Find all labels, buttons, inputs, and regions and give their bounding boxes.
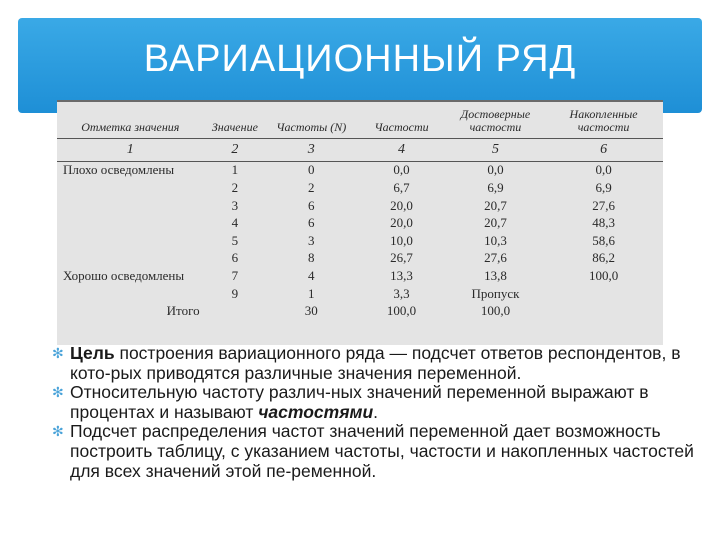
table-cell: 10,3 bbox=[484, 232, 507, 248]
bullet-text: Относительную частоту различ-ных значений переменной выражают в процентах и называют bbox=[70, 382, 649, 422]
table-cell: 100,0 bbox=[588, 267, 619, 283]
table-cell: 1 bbox=[231, 162, 239, 178]
table-cell bbox=[57, 179, 204, 197]
column-number: 5 bbox=[447, 139, 544, 162]
table-cell: 20,0 bbox=[390, 215, 413, 231]
table-cell: 6 bbox=[308, 197, 315, 213]
table-cell: 4 bbox=[308, 267, 315, 283]
table-row bbox=[57, 250, 663, 268]
table-cell bbox=[544, 302, 663, 320]
table-cell: Плохо осведомлены bbox=[63, 162, 175, 178]
bullet-text: . bbox=[373, 401, 379, 422]
table-image bbox=[57, 100, 663, 345]
table-cell bbox=[204, 302, 267, 320]
table-cell: 5 bbox=[231, 232, 239, 248]
table-cell: 20,7 bbox=[484, 215, 507, 231]
table-cell: Пропуск bbox=[471, 285, 520, 301]
table-cell bbox=[57, 232, 204, 250]
bullet-text: построения вариационного ряда — подсчет ответов респондентов, в кото-рых приводятся различные значения переменной. bbox=[70, 343, 681, 383]
table-cell: 9 bbox=[231, 285, 239, 301]
table-cell: 6,7 bbox=[393, 179, 410, 195]
table-cell: 20,0 bbox=[390, 197, 413, 213]
table-cell: Хорошо осведомлены bbox=[63, 267, 185, 283]
table-cell bbox=[57, 214, 204, 232]
table-cell: 13,8 bbox=[484, 267, 507, 283]
table-cell: 13,3 bbox=[390, 267, 413, 283]
bullet-list bbox=[52, 344, 702, 481]
table-cell: 0,0 bbox=[595, 162, 612, 178]
table-header-row bbox=[57, 101, 663, 139]
table-cell: 2 bbox=[231, 179, 239, 195]
table-row bbox=[57, 302, 663, 320]
table-cell bbox=[57, 250, 204, 268]
table-row bbox=[57, 179, 663, 197]
header-cell: Накопленные частости bbox=[569, 107, 638, 134]
table-cell bbox=[544, 285, 663, 303]
table-cell: 6 bbox=[308, 215, 315, 231]
table-row bbox=[57, 285, 663, 303]
bullet-item bbox=[52, 422, 702, 481]
table-cell: 6,9 bbox=[595, 179, 612, 195]
header-cell: Достоверные частости bbox=[460, 107, 531, 134]
header-cell: Значение bbox=[211, 120, 258, 134]
header-cell: Частости bbox=[374, 120, 429, 134]
table-cell: 6 bbox=[231, 250, 239, 266]
table-cell bbox=[57, 197, 204, 215]
table-cell: 20,7 bbox=[484, 197, 507, 213]
table-cell: 48,3 bbox=[592, 215, 615, 231]
table-cell bbox=[57, 285, 204, 303]
header-cell: Отметка значения bbox=[81, 120, 180, 134]
bullet-item bbox=[52, 344, 702, 383]
bullet-item bbox=[52, 383, 702, 422]
table-cell: 0,0 bbox=[393, 162, 410, 178]
table-cell: 26,7 bbox=[390, 250, 413, 266]
column-number: 3 bbox=[266, 139, 356, 162]
variation-table bbox=[57, 100, 663, 320]
table-row bbox=[57, 161, 663, 179]
table-cell: 1 bbox=[308, 285, 315, 301]
table-cell: 3 bbox=[231, 197, 239, 213]
table-cell: 86,2 bbox=[592, 250, 615, 266]
column-number: 4 bbox=[356, 139, 446, 162]
bullet-text: Подсчет распределения частот значений переменной дает возможность построить таблицу, с указанием частоты, частости и накопленных частостей для всех значений этой пе-ременной. bbox=[70, 421, 694, 481]
table-cell: 58,6 bbox=[592, 232, 615, 248]
table-cell: 27,6 bbox=[484, 250, 507, 266]
table-cell: 3,3 bbox=[393, 285, 410, 301]
column-number: 1 bbox=[57, 139, 204, 162]
table-row bbox=[57, 197, 663, 215]
column-number: 6 bbox=[544, 139, 663, 162]
table-cell: 3 bbox=[308, 232, 315, 248]
bullet-emphasis: частостями bbox=[258, 401, 374, 422]
table-cell: 6,9 bbox=[487, 179, 504, 195]
table-cell: 100,0 bbox=[480, 303, 511, 319]
table-cell: 10,0 bbox=[390, 232, 413, 248]
table-cell: 0,0 bbox=[487, 162, 504, 178]
table-cell: 30 bbox=[304, 303, 318, 319]
column-number-row bbox=[57, 139, 663, 162]
table-cell: 0 bbox=[308, 162, 315, 178]
table-cell: 8 bbox=[308, 250, 315, 266]
asterisk-bullet-icon: ✻ bbox=[52, 345, 64, 361]
bullet-keyword: Цель bbox=[70, 343, 115, 363]
asterisk-bullet-icon: ✻ bbox=[52, 384, 64, 401]
asterisk-bullet-icon: ✻ bbox=[52, 423, 64, 440]
table-cell: Итого bbox=[166, 303, 200, 319]
table-row bbox=[57, 232, 663, 250]
table-cell: 100,0 bbox=[386, 303, 417, 319]
table-cell: 4 bbox=[231, 215, 239, 231]
table-row bbox=[57, 267, 663, 285]
header-cell: Частоты (N) bbox=[276, 120, 347, 134]
table-cell: 27,6 bbox=[592, 197, 615, 213]
column-number: 2 bbox=[204, 139, 267, 162]
slide-title: ВАРИАЦИОННЫЙ РЯД bbox=[143, 38, 577, 80]
table-cell: 7 bbox=[231, 267, 239, 283]
table-cell: 2 bbox=[308, 179, 315, 195]
table-row bbox=[57, 214, 663, 232]
